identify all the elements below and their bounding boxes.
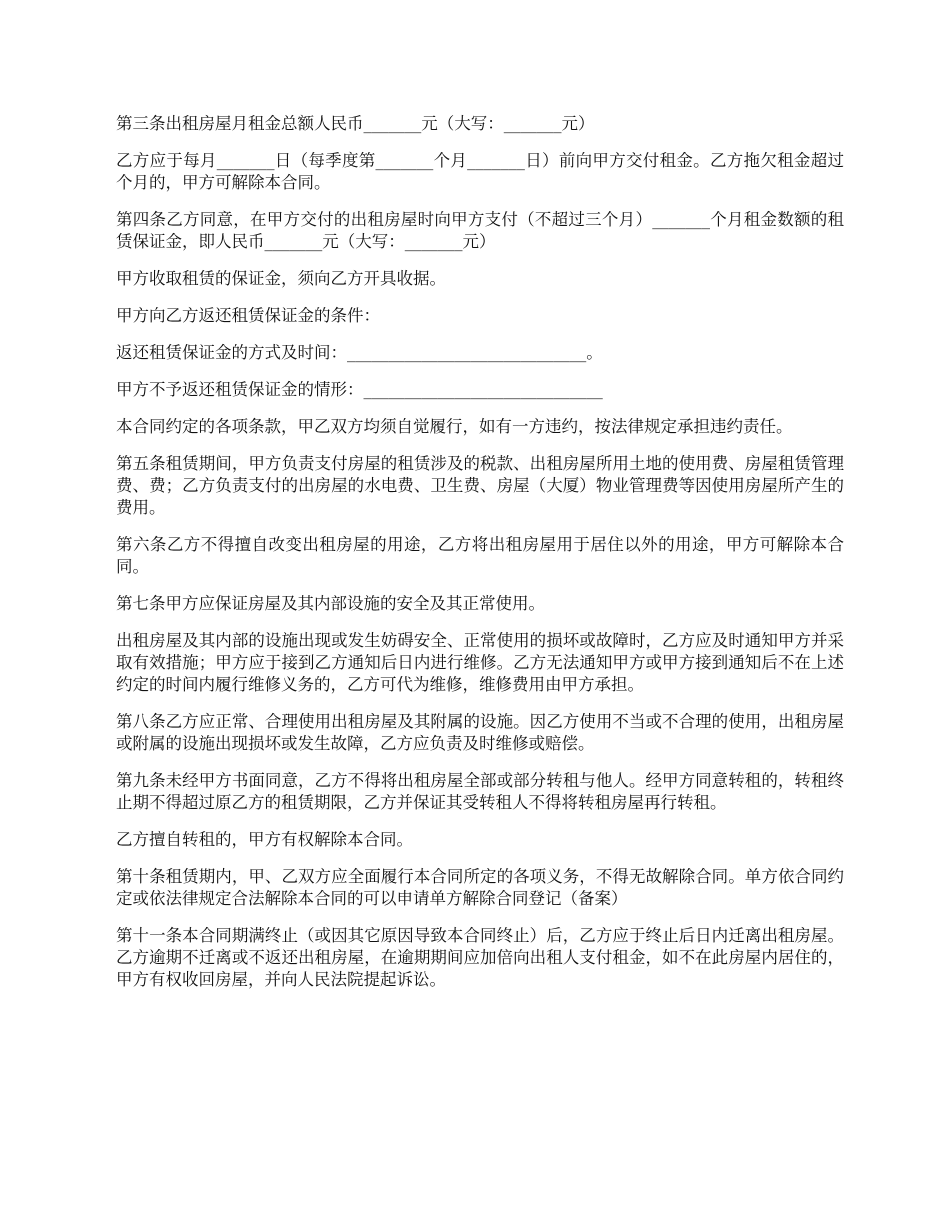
clause-8-proper-use: 第八条乙方应正常、合理使用出租房屋及其附属的设施。因乙方使用不当或不合理的使用，出租房屋或附属的设施出现损坏或发生故障，乙方应负责及时维修或赔偿。 [116,712,844,753]
document-body [116,113,844,1006]
clause-4-deposit: 第四条乙方同意，在甲方交付的出租房屋时向甲方支付（不超过三个月）_______个月租金数额的租赁保证金，即人民币_______元（大写：_______元） [116,210,844,251]
deposit-return-method: 返还租赁保证金的方式及时间：_____________________________。 [116,343,603,362]
deposit-non-return-cases: 甲方不予返还租赁保证金的情形：_____________________________ [116,380,603,399]
clause-6-usage: 第六条乙方不得擅自改变出租房屋的用途，乙方将出租房屋用于居住以外的用途，甲方可解除本合同。 [116,535,844,576]
clause-10-termination: 第十条租赁期内，甲、乙双方应全面履行本合同所定的各项义务，不得无故解除合同。单方依合同约定或依法律规定合法解除本合同的可以申请单方解除合同登记（备案） [116,867,844,908]
unauthorized-sublease: 乙方擅自转租的，甲方有权解除本合同。 [116,830,413,849]
clause-3-rent-amount: 第三条出租房屋月租金总额人民币_______元（大写：_______元） [116,114,595,133]
clause-11-expiry: 第十一条本合同期满终止（或因其它原因导致本合同终止）后，乙方应于终止后日内迁离出租房屋。乙方逾期不迁离或不返还出租房屋，在逾期期间应加倍向出租人支付租金，如不在此房屋内居住的，甲方有权收回房屋，并向人民法院提起诉讼。 [116,926,844,989]
clause-5-fees: 第五条租赁期间，甲方负责支付房屋的租赁涉及的税款、出租房屋所用土地的使用费、房屋租赁管理费、费；乙方负责支付的出房屋的水电费、卫生费、房屋（大厦）物业管理费等因使用房屋所产生的费用。 [116,454,844,517]
repairs-paragraph: 出租房屋及其内部的设施出现或发生妨碍安全、正常使用的损坏或故障时，乙方应及时通知甲方并采取有效措施；甲方应于接到乙方通知后日内进行维修。乙方无法通知甲方或甲方接到通知后不在上述约定的时间内履行维修义务的，乙方可代为维修，维修费用由甲方承担。 [116,631,844,694]
deposit-receipt: 甲方收取租赁的保证金，须向乙方开具收据。 [116,269,446,288]
rent-payment-schedule: 乙方应于每月_______日（每季度第_______个月_______日）前向甲方交付租金。乙方拖欠租金超过个月的，甲方可解除本合同。 [116,151,844,192]
deposit-return-conditions: 甲方向乙方返还租赁保证金的条件： [116,306,380,325]
breach-liability: 本合同约定的各项条款，甲乙双方均须自觉履行，如有一方违约，按法律规定承担违约责任。 [116,417,793,436]
clause-7-safety: 第七条甲方应保证房屋及其内部设施的安全及其正常使用。 [116,594,545,613]
clause-9-sublease: 第九条未经甲方书面同意，乙方不得将出租房屋全部或部分转租与他人。经甲方同意转租的，转租终止期不得超过原乙方的租赁期限，乙方并保证其受转租人不得将转租房屋再行转租。 [116,771,844,812]
